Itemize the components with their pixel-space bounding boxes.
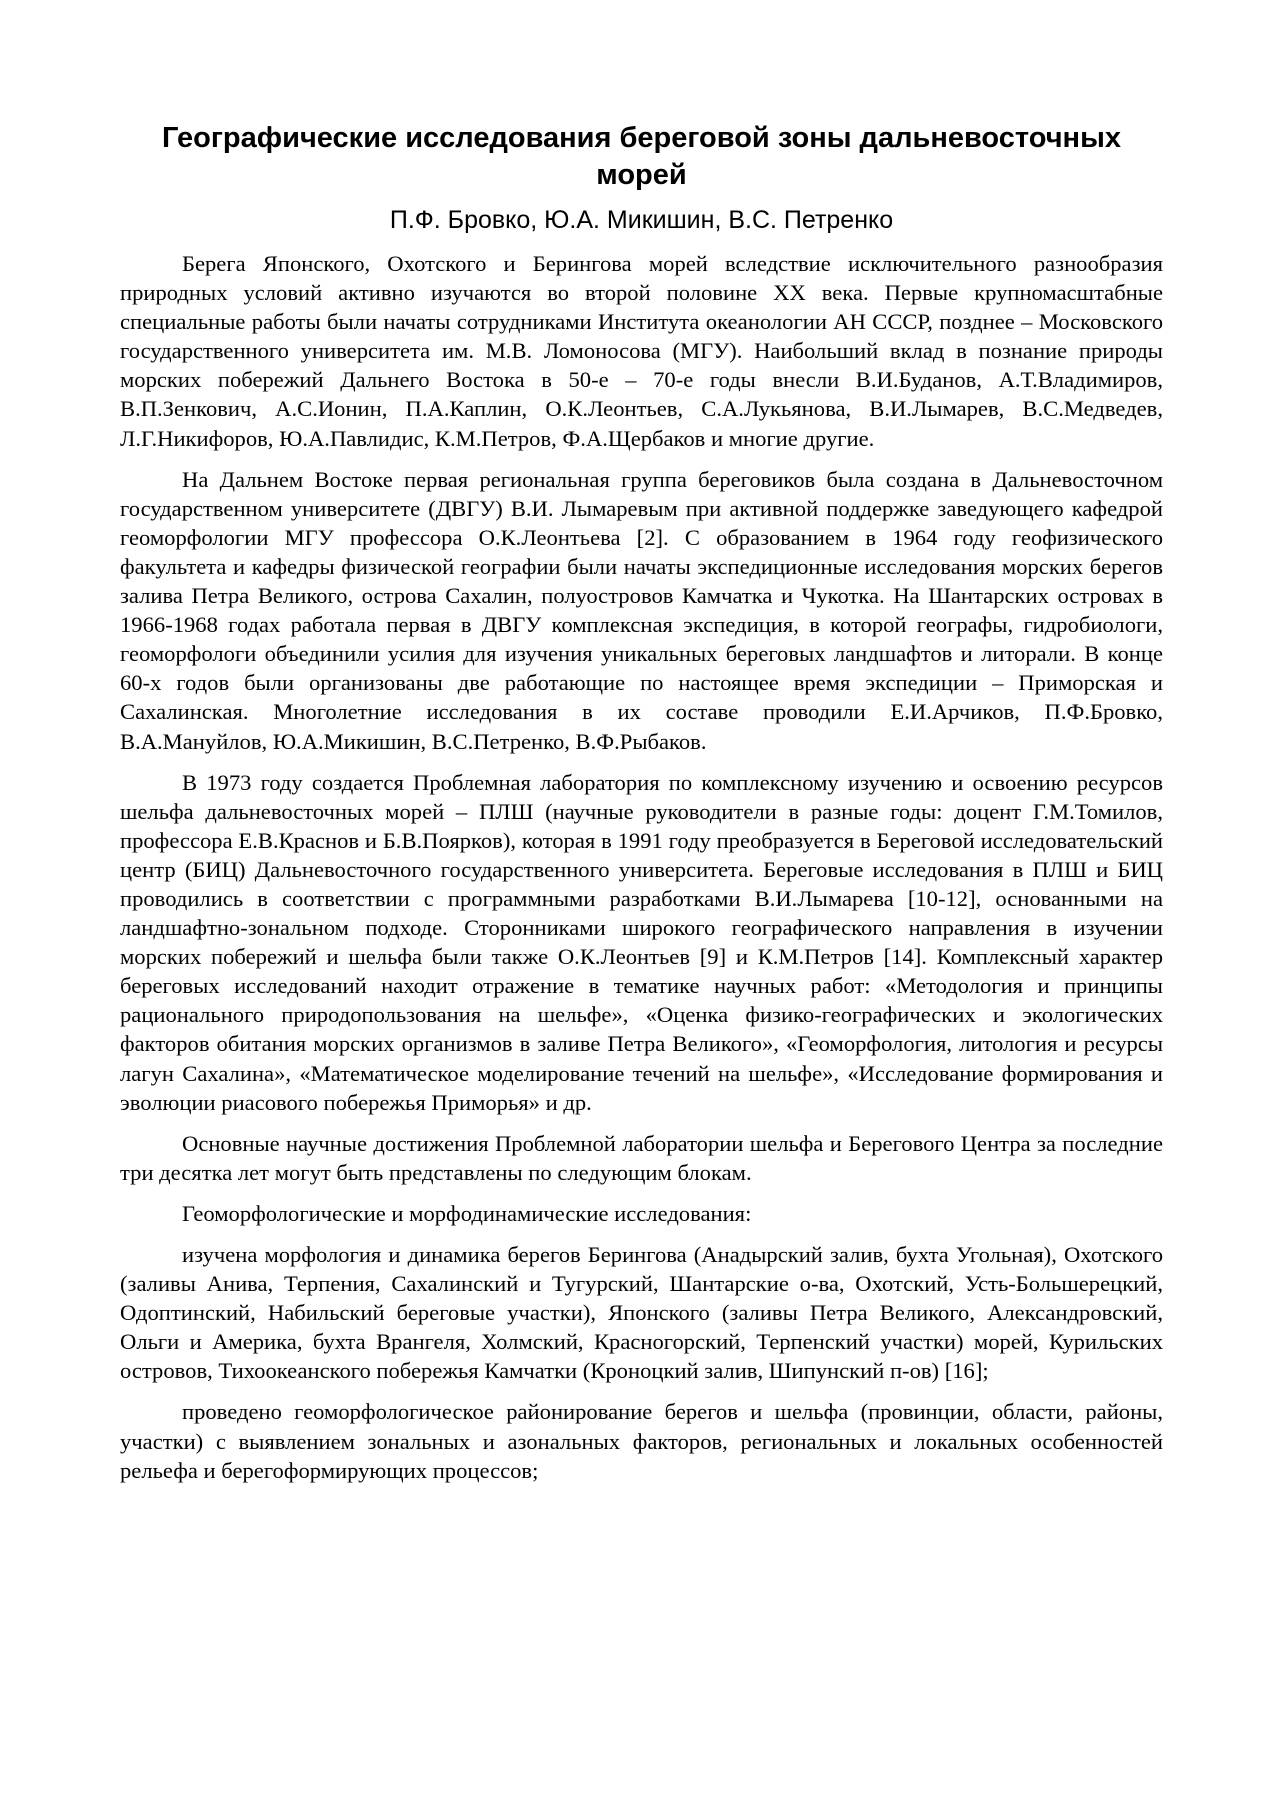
paragraph-2: На Дальнем Востоке первая региональная группа береговиков была создана в Дальневосточном государственном университете (ДВГУ) В.И. Лымаревым при активной поддержке заведующего кафедрой геоморфологии МГУ профессора О.К.Леонтьева [2]. С образованием в 1964 году геофизического факультета и кафедры физической географии были начаты экспедиционные исследования морских берегов залива Петра Великого, острова Сахалин, полуостровов Камчатка и Чукотка. На Шантарских островах в 1966-1968 годах работала первая в ДВГУ комплексная экспедиция, в которой географы, гидробиологи, геоморфологи объединили усилия для изучения уникальных береговых ландшафтов и литорали. В конце 60-х годов были организованы две работающие по настоящее время экспедиции – Приморская и Сахалинская. Многолетние исследования в их составе проводили Е.И.Арчиков, П.Ф.Бровко, В.А.Мануйлов, Ю.А.Микишин, В.С.Петренко, В.Ф.Рыбаков. [120,466,1163,754]
paragraph-4: Основные научные достижения Проблемной лаборатории шельфа и Берегового Центра за последние три десятка лет могут быть представлены по следующим блокам. [120,1130,1163,1185]
paragraph-3: В 1973 году создается Проблемная лаборатория по комплексному изучению и освоению ресурсов шельфа дальневосточных морей – ПЛШ (научные руководители в разные годы: доцент Г.М.Томилов, профессора Е.В.Краснов и Б.В.Поярков), которая в 1991 году преобразуется в Береговой исследовательский центр (БИЦ) Дальневосточного государственного университета. Береговые исследования в ПЛШ и БИЦ проводились в соответствии с программными разработками В.И.Лымарева [10-12], основанными на ландшафтно-зональном подходе. Сторонниками широкого географического направления в изучении морских побережий и шельфа были также О.К.Леонтьев [9] и К.М.Петров [14]. Комплексный характер береговых исследований находит отражение в тематике научных работ: «Методология и принципы рационального природопользования на шельфе», «Оценка физико-географических и экологических факторов обитания морских организмов в заливе Петра Великого», «Геоморфология, литология и ресурсы лагун Сахалина», «Математическое моделирование течений на шельфе», «Исследование формирования и эволюции риасового побережья Приморья» и др. [120,769,1163,1115]
list-item-zoning: проведено геоморфологическое районирование берегов и шельфа (провинции, области, районы, участки) с выявлением зональных и азональных факторов, региональных и локальных особенностей рельефа и берегоформирующих процессов; [120,1399,1163,1483]
document-title: Географические исследования береговой зоны дальневосточных морей [162,122,1121,191]
document-page [120,0,1163,1485]
document-authors: П.Ф. Бровко, Ю.А. Микишин, В.С. Петренко [389,206,894,234]
paragraph-1: Берега Японского, Охотского и Берингова морей вследствие исключительного разнообразия природных условий активно изучаются во второй половине XX века. Первые крупномасштабные специальные работы были начаты сотрудниками Института океанологии АН СССР, позднее – Московского государственного университета им. М.В. Ломоносова (МГУ). Наибольший вклад в познание природы морских побережий Дальнего Востока в 50-е – 70-е годы внесли В.И.Буданов, А.Т.Владимиров, В.П.Зенкович, А.С.Ионин, П.А.Каплин, О.К.Леонтьев, С.А.Лукьянова, В.И.Лымарев, В.С.Медведев, Л.Г.Никифоров, Ю.А.Павлидис, К.М.Петров, Ф.А.Щербаков и многие другие. [120,251,1163,451]
section-heading-geomorphology: Геоморфологические и морфодинамические исследования: [182,1200,752,1226]
list-item-coast-study: изучена морфология и динамика берегов Берингова (Анадырский залив, бухта Угольная), Охотского (заливы Анива, Терпения, Сахалинский и Тугурский, Шантарские о-ва, Охотский, Усть-Большерецкий, Одоптинский, Набильский береговые участки), Японского (заливы Петра Великого, Александровский, Ольги и Америка, бухта Врангеля, Холмский, Красногорский, Терпенский участки) морей, Курильских островов, Тихоокеанского побережья Камчатки (Кроноцкий залив, Шипунский п-ов) [16]; [120,1242,1163,1384]
